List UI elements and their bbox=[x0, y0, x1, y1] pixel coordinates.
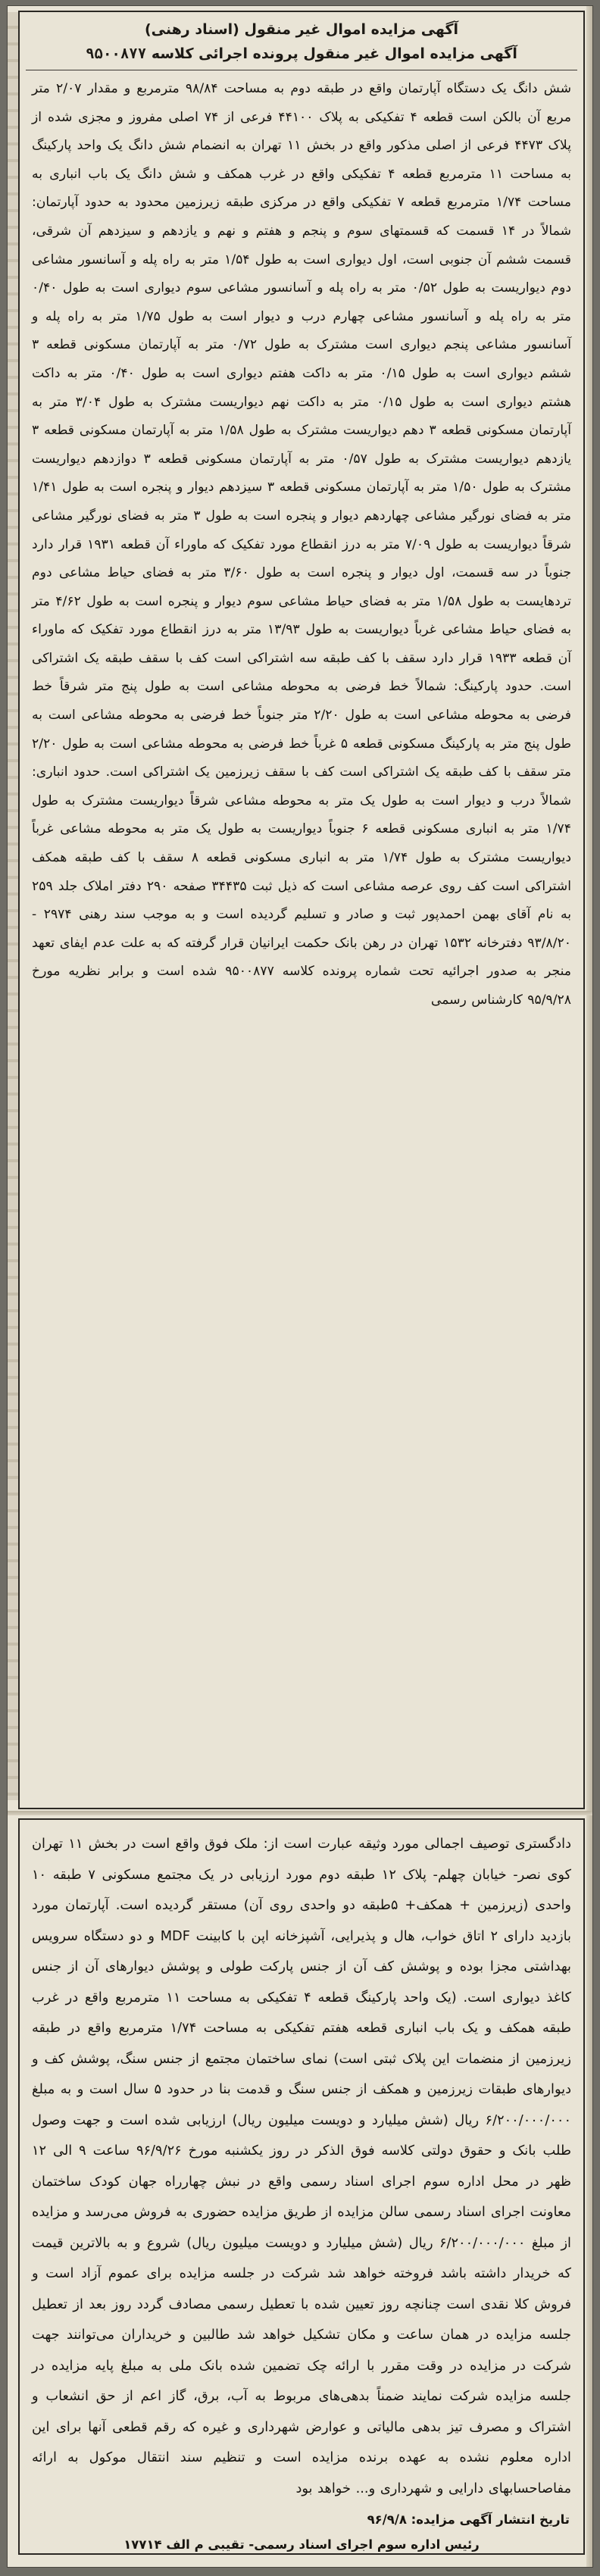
subtitle-text: آگهی مزایده اموال غیر منقول پرونده اجرائی کلاسه bbox=[151, 45, 517, 62]
newspaper-clipping bbox=[8, 6, 592, 2567]
page-shadow-edge bbox=[586, 6, 592, 2567]
publish-date-line bbox=[33, 2507, 570, 2533]
clipping-seam bbox=[8, 1811, 592, 1815]
adjacent-column-edge bbox=[8, 12, 18, 1800]
appraisal-and-auction-terms: دادگستری توصیف اجمالی مورد وثیقه عبارت است از: ملک فوق واقع است در بخش ۱۱ تهران کوی نصر- خیابان چهلم- پلاک ۱۲ طبقه دوم مورد ارزیابی در یک مجتمع مسکونی ۷ طبقه ۱۰ واحدی (زیرزمین + همکف+ ۵طبقه دو واحدی روی آن) مستقر گردیده است. آپارتمان مورد بازدید دارای ۲ اتاق خواب، هال و پذیرایی، آشپزخانه اپن با کابینت MDF و دو دستگاه سرویس بهداشتی مجزا بوده و پوشش کف آن از جنس پارکت طولی و پوشش دیوارهای آن از جنس کاغذ دیواری است. (یک واحد پارکینگ قطعه ۴ تفکیکی به مساحت ۱۱ مترمربع واقع در غرب طبقه همکف و یک باب انباری قطعه هفتم تفکیکی به مساحت ۱/۷۴ مترمربع واقع در طبقه زیرزمین از منضمات این پلاک ثبتی است) نمای ساختمان مجتمع از جنس سنگ، پوشش کف و دیوارهای طبقات زیرزمین و همکف از جنس سنگ و قدمت بنا در حدود ۵ سال است و به مبلغ ۶/۲۰۰/۰۰۰/۰۰۰ ریال (شش میلیارد و دویست میلیون ریال) ارزیابی شده است و جهت وصول طلب بانک و حقوق دولتی کلاسه فوق الذکر در روز یکشنبه مورخ ۹۶/۹/۲۶ ساعت ۹ الی ۱۲ ظهر در محل اداره سوم اجرای اسناد رسمی واقع در نبش چهارراه جهان کودک ساختمان معاونت اجرای اسناد رسمی سالن مزایده از طریق مزایده حضوری به فروش می‌رسد و مزایده از مبلغ ۶/۲۰۰/۰۰۰/۰۰۰ ریال (شش میلیارد و دویست میلیون ریال) شروع و به بالاترین قیمت که خریدار داشته باشد فروخته خواهد شد شرکت در جلسه مزایده برای عموم آزاد است و فروش کلا نقدی است چنانچه روز تعیین شده با تعطیل رسمی مصادف گردد روز بعد از تعطیل جلسه مزایده در همان ساعت و مکان تشکیل خواهد شد طالبین و خریداران می‌توانند جهت شرکت در مزایده در وقت مقرر با ارائه چک تضمین شده بانک ملی به مبلغ پایه مزایده در جلسه مزایده شرکت نمایند ضمناً بدهی‌های مربوط به آب، برق، گاز اعم از حق انشعاب و اشتراک و مصرف تیز بدهی مالیاتی و عوارض شهرداری و غیره که رقم قطعی آنها برای این اداره معلوم نشده به عهده برنده مزایده است و تنظیم سند انتقال موکول به ارائه مفاصاحسابهای دارایی و شهرداری و... خواهد بود bbox=[32, 1836, 572, 2496]
publish-date: ۹۶/۹/۸ bbox=[367, 2512, 407, 2527]
auction-notice-main bbox=[18, 11, 585, 1809]
notice-title: آگهی مزایده اموال غیر منقول (اسناد رهنی) bbox=[144, 21, 459, 38]
auction-notice-continuation bbox=[18, 1818, 585, 2555]
property-description: شش دانگ یک دستگاه آپارتمان واقع در طبقه دوم به مساحت ۹۸/۸۴ مترمربع و مقدار ۲/۰۷ متر مربع آن بالکن است قطعه ۴ تفکیکی به پلاک ۴۴۱۰۰ فرعی از ۷۴ اصلی مفروز و مجزی شده از پلاک ۴۴۷۳ فرعی از اصلی مذکور واقع در بخش ۱۱ تهران به انضمام شش دانگ یک واحد پارکینگ به مساحت ۱۱ مترمربع قطعه ۴ تفکیکی واقع در غرب همکف و شش دانگ یک باب انباری به مساحت ۱/۷۴ مترمربع قطعه ۷ تفکیکی واقع در مرکزی طبقه زیرزمین محدود به حدود آپارتمان: شمالاً در ۱۴ قسمت که قسمتهای سوم و پنجم و هفتم و نهم و یازدهم و سیزدهم آن شرقی، قسمت ششم آن جنوبی است، اول دیواری است به طول ۱/۵۴ متر به راه پله و آسانسور مشاعی دوم دیواریست به طول ۰/۵۲ متر به راه پله و آسانسور مشاعی سوم دیواری است به طول ۰/۴۰ متر به راه پله و آسانسور مشاعی چهارم درب و دیوار است به طول ۱/۷۵ متر به راه پله و آسانسور مشاعی پنجم دیواری است مشترک به طول ۰/۷۲ متر به آپارتمان مسکونی قطعه ۳ ششم دیواری است به طول ۰/۱۵ متر به داکت هفتم دیواری است به طول ۰/۴۰ متر به داکت هشتم دیواری است به طول ۰/۱۵ متر به داکت نهم دیواریست مشترک به طول ۳/۰۴ متر به آپارتمان مسکونی قطعه ۳ دهم دیواریست مشترک به طول ۱/۵۸ متر به آپارتمان مسکونی قطعه ۳ یازدهم دیواریست مشترک به طول ۰/۵۷ متر به آپارتمان مسکونی قطعه ۳ دوازدهم دیواریست مشترک به طول ۱/۵۰ متر به آپارتمان مسکونی قطعه ۳ سیزدهم دیوار و پنجره است به طول ۱/۴۱ متر به فضای نورگیر مشاعی چهاردهم دیوار و پنجره است به طول ۳ متر به فضای نورگیر مشاعی شرقاً دیواریست به طول ۷/۰۹ متر به درز انقطاع مورد تفکیک که ماوراء آن قطعه ۱۹۳۱ قرار دارد جنوباً در سه قسمت، اول دیوار و پنجره است به طول ۳/۶۰ متر به فضای حیاط مشاعی دوم تردهایست به طول ۱/۵۸ متر به فضای حیاط مشاعی سوم دیوار و پنجره است به طول ۴/۶۲ متر به فضای حیاط مشاعی غرباً دیواریست به طول ۱۳/۹۳ متر به درز انقطاع مورد تفکیک که ماوراء آن قطعه ۱۹۳۳ قرار دارد سقف با کف طبقه سه اشتراکی است کف با سقف طبقه یک اشتراکی است. حدود پارکینگ: شمالاً خط فرضی به محوطه مشاعی است به طول پنج متر شرقاً خط فرضی به محوطه مشاعی است به طول ۲/۲۰ متر جنوباً خط فرضی به محوطه مشاعی است به طول پنج متر به پارکینگ مسکونی قطعه ۵ غرباً خط فرضی به محوطه مشاعی است به طول ۲/۲۰ متر سقف با کف طبقه یک اشتراکی است کف با سقف زیرزمین یک اشتراکی است. حدود انباری: شمالاً درب و دیوار است به طول یک متر به محوطه مشاعی شرقاً دیواریست مشترک به طول ۱/۷۴ متر به انباری مسکونی قطعه ۶ جنوباً دیواریست به طول یک متر به محوطه مشاعی غرباً دیواریست مشترک به طول ۱/۷۴ متر به انباری مسکونی قطعه ۸ سقف با کف طبقه همکف اشتراکی است کف روی عرصه مشاعی است که ذیل ثبت ۳۴۴۳۵ صفحه ۲۹۰ دفتر املاک جلد ۲۵۹ به نام آقای بهمن احمدپور ثبت و صادر و تسلیم گردیده است و به موجب سند رهنی ۲۹۷۴ - ۹۳/۸/۲۰ دفترخانه ۱۵۳۲ تهران در رهن بانک حکمت ایرانیان قرار گرفته که به علت عدم ایفای تعهد منجر به صدور اجرائیه تحت شماره پرونده کلاسه ۹۵۰۰۸۷۷ شده است و برابر نظریه مورخ ۹۵/۹/۲۸ کارشناس رسمی bbox=[32, 81, 572, 1008]
issuer-signature: رئیس اداره سوم اجرای اسناد رسمی- تقیبی م الف ۱۷۷۱۴ bbox=[123, 2537, 480, 2552]
notice-subtitle bbox=[20, 42, 583, 65]
case-number: ۹۵۰۰۸۷۷ bbox=[86, 45, 147, 62]
publish-date-label: تاریخ انتشار آگهی مزایده: bbox=[411, 2512, 570, 2527]
